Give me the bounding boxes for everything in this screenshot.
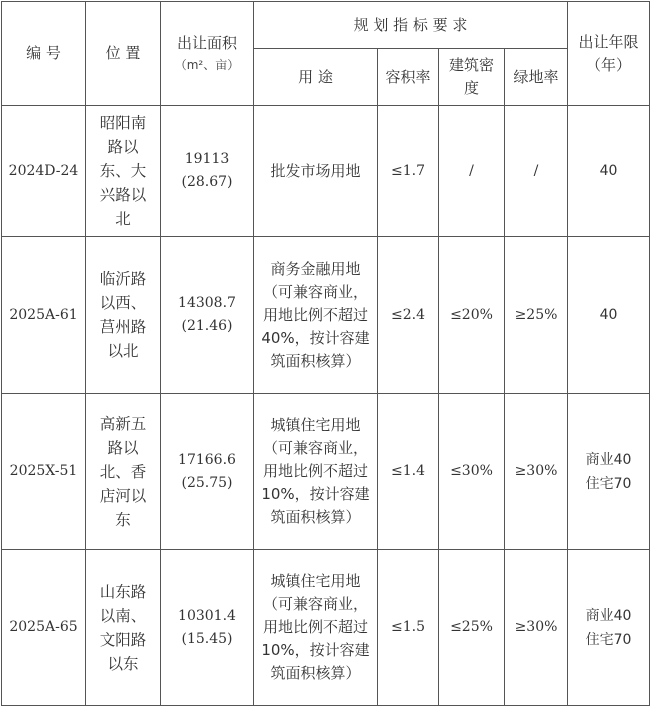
cell-far: ≤2.4 <box>378 237 439 394</box>
header-green: 绿地率 <box>505 49 568 106</box>
cell-area <box>161 106 254 237</box>
table-row <box>2 106 650 237</box>
cell-term-line: 住宅70 <box>585 475 632 492</box>
cell-area-mu: (25.75) <box>181 474 233 491</box>
cell-density: ≤25% <box>439 550 505 706</box>
cell-far: ≤1.5 <box>378 550 439 706</box>
header-planning: 规 划 指 标 要 求 <box>254 2 568 49</box>
cell-area <box>161 237 254 394</box>
cell-green: ≥30% <box>505 394 568 550</box>
cell-term <box>568 550 650 706</box>
cell-area-sqm: 17166.6 <box>178 451 236 468</box>
cell-usage: 商务金融用地（可兼容商业，用地比例不超过40%，按计容建筑面积核算） <box>254 237 378 394</box>
header-term: 出让年限（年） <box>568 2 650 106</box>
cell-green: ≥25% <box>505 237 568 394</box>
cell-area <box>161 550 254 706</box>
cell-term <box>568 237 650 394</box>
cell-area-sqm: 14308.7 <box>178 295 236 311</box>
header-area-title: 出让面积 <box>176 34 237 52</box>
cell-code: 2025A-65 <box>2 550 86 706</box>
cell-usage: 城镇住宅用地（可兼容商业，用地比例不超过10%，按计容建筑面积核算） <box>254 550 378 706</box>
cell-area-sqm: 19113 <box>184 151 230 167</box>
header-area <box>161 2 254 106</box>
cell-term-line: 住宅70 <box>585 631 632 648</box>
table-row <box>2 237 650 394</box>
cell-usage: 批发市场用地 <box>254 106 378 237</box>
cell-area-sqm: 10301.4 <box>178 607 236 624</box>
cell-far: ≤1.7 <box>378 106 439 237</box>
cell-density: ≤20% <box>439 237 505 394</box>
header-usage: 用 途 <box>254 49 378 106</box>
header-location: 位 置 <box>86 2 161 106</box>
cell-far: ≤1.4 <box>378 394 439 550</box>
land-transfer-table <box>1 1 650 706</box>
header-far: 容积率 <box>378 49 439 106</box>
cell-location: 临沂路以西、莒州路以北 <box>86 237 161 394</box>
cell-location: 昭阳南路以东、大兴路以北 <box>86 106 161 237</box>
cell-code: 2024D-24 <box>2 106 86 237</box>
cell-green: ≥30% <box>505 550 568 706</box>
cell-green: / <box>505 106 568 237</box>
cell-area-mu: (21.46) <box>181 318 233 334</box>
cell-term-line: 商业40 <box>585 451 632 468</box>
header-row-top <box>2 2 650 49</box>
cell-code: 2025A-61 <box>2 237 86 394</box>
cell-code: 2025X-51 <box>2 394 86 550</box>
cell-term <box>568 106 650 237</box>
cell-term-line: 40 <box>599 163 618 179</box>
cell-density: ≤30% <box>439 394 505 550</box>
cell-location: 高新五路以北、香店河以东 <box>86 394 161 550</box>
table-row <box>2 394 650 550</box>
header-density: 建筑密度 <box>439 49 505 106</box>
cell-area <box>161 394 254 550</box>
cell-density: / <box>439 106 505 237</box>
cell-area-mu: (28.67) <box>181 174 233 190</box>
cell-term-line: 商业40 <box>585 607 632 624</box>
cell-area-mu: (15.45) <box>181 630 233 647</box>
cell-usage: 城镇住宅用地（可兼容商业，用地比例不超过10%，按计容建筑面积核算） <box>254 394 378 550</box>
header-code: 编 号 <box>2 2 86 106</box>
table-row <box>2 550 650 706</box>
header-area-unit: （m²、亩） <box>174 58 240 72</box>
cell-term <box>568 394 650 550</box>
cell-term-line: 40 <box>599 307 618 323</box>
cell-location: 山东路以南、文阳路以东 <box>86 550 161 706</box>
